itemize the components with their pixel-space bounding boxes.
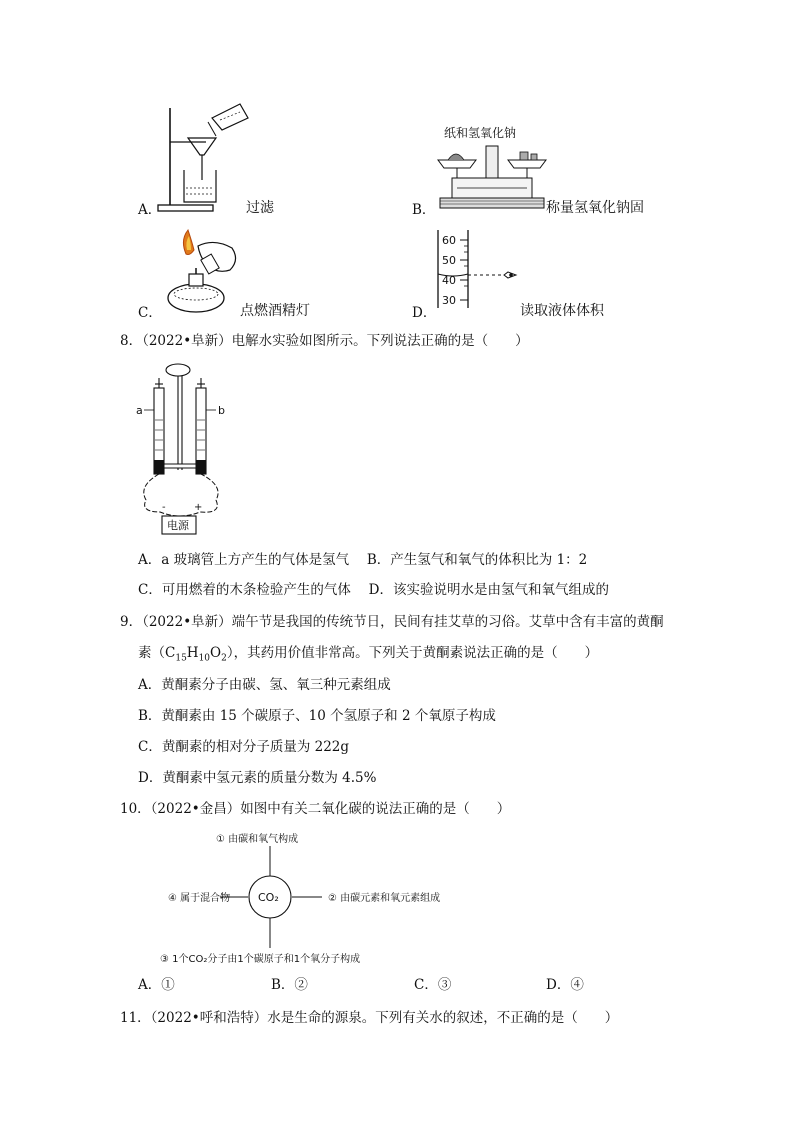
q9-option-d: D．黄酮素中氢元素的质量分数为 4.5% [138, 770, 377, 786]
balance-diagram [432, 138, 552, 213]
tick-label-40: 40 [442, 274, 456, 287]
q9-stem-line-2 [138, 644, 598, 668]
co2-center-label: CO₂ [258, 891, 279, 904]
minus-sign: - [162, 502, 166, 513]
q7-option-c-letter: C． [138, 305, 162, 321]
co2-top-label: ① 由碳和氧气构成 [216, 834, 299, 845]
q7-option-c-caption: 点燃酒精灯 [240, 303, 310, 319]
q10-stem: 10．（2022•金昌）如图中有关二氧化碳的说法正确的是（ ） [120, 801, 511, 817]
q7-option-a-caption: 过滤 [246, 200, 274, 216]
formula-h: H [186, 645, 199, 661]
formula-prefix: 素（C [138, 645, 176, 661]
q9-option-a: A．黄酮素分子由碳、氢、氧三种元素组成 [138, 677, 391, 693]
q9-stem-line-1: 9．（2022•阜新）端午节是我国的传统节日，民间有挂艾草的习俗。艾草中含有丰富的黄酮 [120, 614, 664, 630]
tick-label-50: 50 [442, 254, 456, 267]
co2-bottom-label: ③ 1个CO₂分子由1个碳原子和1个氧分子构成 [160, 954, 361, 965]
plus-sign: + [194, 502, 203, 513]
q8-options-line-1: A．a 玻璃管上方产生的气体是氢气 B．产生氢气和氧气的体积比为 1：2 [138, 552, 588, 568]
electrode-a-label: a [136, 404, 143, 417]
q9-option-c: C．黄酮素的相对分子质量为 222g [138, 739, 350, 755]
q7-option-d-letter: D． [412, 305, 437, 321]
tick-label-60: 60 [442, 234, 456, 247]
electrolysis-diagram [136, 360, 250, 540]
q8-options-line-2: C．可用燃着的木条检验产生的气体 D．该实验说明水是由氢气和氧气组成的 [138, 582, 609, 598]
q9-option-b: B．黄酮素由 15 个碳原子、10 个氢原子和 2 个氧原子构成 [138, 708, 496, 724]
q7-option-d-caption: 读取液体体积 [520, 303, 604, 319]
filtration-diagram [150, 100, 260, 215]
co2-right-label: ② 由碳元素和氧元素组成 [328, 893, 441, 904]
q10-option-a: A．① [138, 977, 175, 993]
cylinder-reading-diagram [432, 228, 522, 308]
formula-o-sub: 2 [221, 653, 227, 664]
q10-option-b: B．② [271, 977, 308, 993]
balance-label: 纸和氢氧化钠 [444, 126, 517, 140]
alcohol-lamp-diagram [158, 228, 248, 320]
q10-option-d: D．④ [546, 977, 584, 993]
tick-label-30: 30 [442, 294, 456, 307]
q11-stem: 11．（2022•呼和浩特）水是生命的源泉。下列有关水的叙述，不正确的是（ ） [120, 1010, 619, 1026]
q7-option-b-caption: 称量氢氧化钠固 [546, 200, 644, 216]
electrode-b-label: b [218, 404, 225, 417]
co2-left-label: ④ 属于混合物 [168, 893, 231, 904]
co2-concept-diagram [160, 828, 480, 968]
q7-option-a-letter: A． [138, 202, 162, 218]
q10-option-c: C．③ [414, 977, 452, 993]
q8-stem: 8．（2022•阜新）电解水实验如图所示。下列说法正确的是（ ） [120, 333, 529, 349]
formula-o: O [210, 645, 222, 661]
q9-stem-line-2-post: ），其药用价值非常高。下列关于黄酮素说法正确的是（ ） [226, 645, 599, 661]
power-label: 电源 [167, 519, 189, 532]
formula-c-sub: 15 [175, 653, 187, 664]
formula-h-sub: 10 [198, 653, 211, 664]
q7-option-b-letter: B． [412, 202, 436, 218]
